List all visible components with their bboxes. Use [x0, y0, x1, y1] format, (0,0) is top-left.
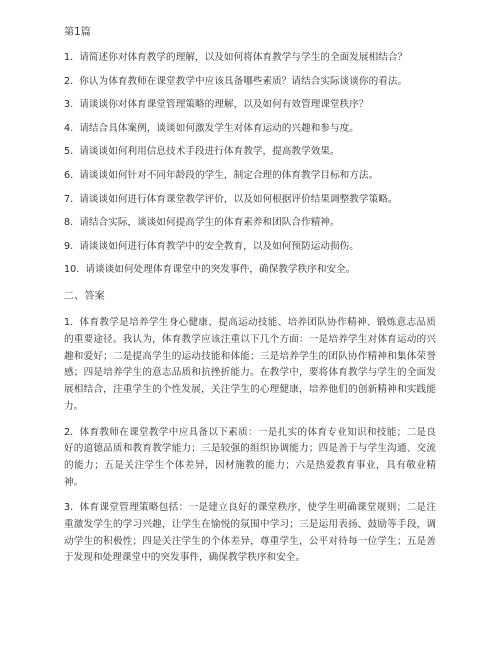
answers-section-title: 二、答案 [64, 291, 105, 303]
answer-paragraph [64, 500, 436, 567]
question-text: 请结合具体案例，谈谈如何激发学生对体育运动的兴趣和参与度。 [79, 122, 359, 134]
answer-text: 体育教师在课堂教学中应具备以下素质：一是扎实的体育专业知识和技能；二是良好的道德品质和教育教学能力；三是较强的组织协调能力；四是善于与学生沟通、交流的能力；五是关注学生个体差异，因材施教的能力；六是热爱教育事业，具有敬业精神。 [64, 426, 436, 488]
question-number: 2. [64, 75, 74, 87]
page-heading: 第1篇 [64, 27, 91, 38]
question-number: 9. [64, 240, 74, 252]
answer-paragraph [64, 315, 436, 415]
question-text: 请谈谈如何进行体育教学中的安全教育，以及如何预防运动损伤。 [79, 240, 359, 252]
question-text: 请结合实际，谈谈如何提高学生的体育素养和团队合作精神。 [79, 217, 340, 229]
question-item [64, 122, 436, 135]
question-number: 5. [64, 146, 74, 158]
answer-text: 体育课堂管理策略包括：一是建立良好的课堂秩序，使学生明确课堂规则；二是注重激发学生的学习兴趣，让学生在愉悦的氛围中学习；三是运用表扬、鼓励等手段，调动学生的积极性；四是关注学生的个体差异，尊重学生，公平对待每一位学生；五是善于发现和处理课堂中的突发事件，确保教学秩序和安全。 [64, 502, 436, 564]
question-item [64, 98, 436, 111]
question-item [64, 240, 436, 253]
question-text: 请谈谈如何利用信息技术手段进行体育教学，提高教学效果。 [79, 146, 340, 158]
question-item [64, 75, 436, 88]
question-item [64, 169, 436, 182]
question-text: 请谈谈你对体育课堂管理策略的理解，以及如何有效管理课堂秩序？ [79, 99, 369, 111]
question-text: 请谈谈如何处理体育课堂中的突发事件，确保教学秩序和安全。 [85, 264, 356, 276]
question-item [64, 263, 436, 276]
question-number: 6. [64, 169, 74, 181]
question-text: 你认为体育教师在课堂教学中应该具备哪些素质？请结合实际谈谈你的看法。 [79, 75, 408, 87]
question-text: 请简述你对体育教学的理解，以及如何将体育教学与学生的全面发展相结合？ [79, 52, 408, 63]
question-number: 1. [64, 52, 74, 63]
question-number: 10. [64, 264, 80, 276]
answer-number: 3. [64, 502, 74, 514]
question-item [64, 216, 436, 229]
question-number: 8. [64, 217, 74, 229]
question-list [64, 51, 436, 276]
question-item [64, 145, 436, 158]
answer-number: 1. [64, 317, 74, 329]
question-number: 4. [64, 122, 74, 134]
question-text: 请谈谈如何针对不同年龄段的学生，制定合理的体育教学目标和方法。 [79, 169, 379, 181]
answer-paragraph [64, 425, 436, 492]
question-item [64, 51, 436, 64]
answer-text: 体育教学是培养学生身心健康、提高运动技能、培养团队协作精神、锻炼意志品质的重要途径。我认为，体育教学应该注重以下几个方面：一是培养学生对体育运动的兴趣和爱好；二是提高学生的运动技能和体能；三是培养学生的团队协作精神和集体荣誉感；四是培养学生的意志品质和抗挫折能力。在教学中，要将体育教学与学生的全面发展相结合，注重学生的个性发展，关注学生的心理健康，培养他们的创新精神和实践能力。 [64, 317, 436, 412]
question-item [64, 193, 436, 206]
answer-number: 2. [64, 426, 74, 438]
question-number: 3. [64, 99, 74, 111]
question-number: 7. [64, 193, 74, 205]
question-text: 请谈谈如何进行体育课堂教学评价，以及如何根据评价结果调整教学策略。 [79, 193, 398, 205]
